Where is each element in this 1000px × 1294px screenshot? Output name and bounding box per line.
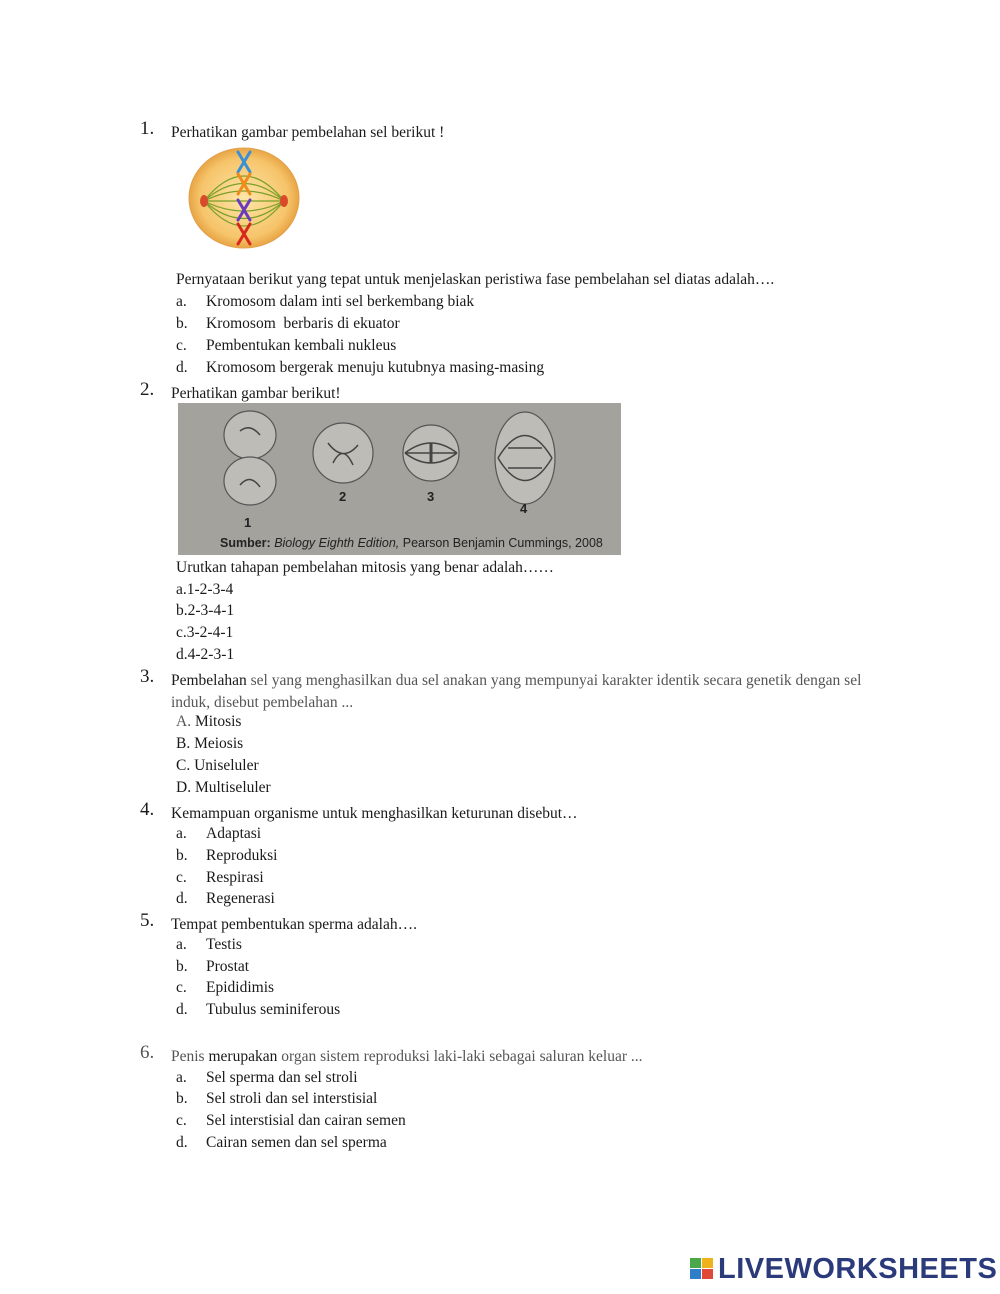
question-number: 1. bbox=[140, 118, 155, 139]
figure-label: 3 bbox=[427, 489, 435, 504]
question-number: 4. bbox=[140, 799, 155, 820]
option-2b[interactable]: b.2-3-4-1 bbox=[176, 602, 235, 619]
option-letter: a. bbox=[176, 1069, 187, 1086]
option-letter: C. bbox=[176, 757, 191, 774]
option-text: Reproduksi bbox=[206, 847, 278, 864]
option-text: Sel interstisial dan cairan semen bbox=[206, 1112, 406, 1129]
option-2c[interactable]: c.3-2-4-1 bbox=[176, 624, 234, 641]
option-text: Prostat bbox=[206, 958, 250, 975]
option-letter: a. bbox=[176, 825, 187, 842]
figure-label: 1 bbox=[244, 515, 252, 530]
option-letter: B. bbox=[176, 735, 191, 752]
question-text bbox=[171, 1046, 642, 1068]
option-text: Cairan semen dan sel sperma bbox=[206, 1134, 387, 1151]
question-prompt: Pernyataan berikut yang tepat untuk menjelaskan peristiwa fase pembelahan sel diatas adalah…. bbox=[176, 271, 775, 288]
option-letter: b. bbox=[176, 315, 188, 332]
option-letter: b. bbox=[176, 958, 188, 975]
option-text: Kromosom dalam inti sel berkembang biak bbox=[206, 293, 475, 310]
question-number: 3. bbox=[140, 666, 155, 687]
option-text: Epididimis bbox=[206, 979, 275, 996]
option-letter: A. bbox=[176, 713, 192, 730]
question-number: 2. bbox=[140, 379, 155, 400]
question-text: Tempat pembentukan sperma adalah…. bbox=[171, 916, 417, 933]
caption-book-title: Biology Eighth Edition, bbox=[274, 536, 400, 550]
option-letter: b. bbox=[176, 847, 188, 864]
option-letter: c. bbox=[176, 869, 187, 886]
liveworksheets-logo-icon bbox=[690, 1258, 714, 1280]
option-text: Pembentukan kembali nukleus bbox=[206, 337, 397, 354]
option-2d[interactable]: d.4-2-3-1 bbox=[176, 646, 235, 663]
option-text: Regenerasi bbox=[206, 890, 275, 907]
question-number: 6. bbox=[140, 1042, 155, 1063]
option-letter: c. bbox=[176, 337, 187, 354]
option-text: Tubulus seminiferous bbox=[206, 1001, 341, 1018]
option-text: Multiseluler bbox=[194, 779, 271, 796]
question-text-c: organ sistem reproduksi laki-laki sebagai saluran keluar ... bbox=[277, 1048, 643, 1065]
option-3c[interactable] bbox=[176, 756, 259, 776]
option-text: Mitosis bbox=[194, 713, 242, 730]
question-text-b: merupakan bbox=[208, 1048, 278, 1065]
caption-source-label: Sumber: bbox=[220, 536, 271, 550]
logo-wordmark: LIVEWORKSHEETS bbox=[718, 1253, 998, 1285]
option-letter: d. bbox=[176, 890, 188, 907]
metaphase-cell-illustration bbox=[186, 146, 302, 250]
question-text-a: Penis bbox=[171, 1048, 209, 1065]
question-text: Perhatikan gambar pembelahan sel berikut ! bbox=[171, 124, 445, 141]
option-text: Sel stroli dan sel interstisial bbox=[206, 1090, 378, 1107]
caption-publisher: Pearson Benjamin Cummings, 2008 bbox=[402, 536, 603, 550]
question-prompt: Urutkan tahapan pembelahan mitosis yang benar adalah…… bbox=[176, 559, 554, 576]
option-text: Kromosom berbaris di ekuator bbox=[206, 315, 400, 332]
option-text: Testis bbox=[206, 936, 242, 953]
question-text-lead: Pembelahan bbox=[171, 672, 247, 689]
question-text: Kemampuan organisme untuk menghasilkan keturunan disebut… bbox=[171, 805, 578, 822]
option-text: Kromosom bergerak menuju kutubnya masing-masing bbox=[206, 359, 545, 376]
question-number: 5. bbox=[140, 910, 155, 931]
option-letter: c. bbox=[176, 979, 187, 996]
option-letter: a. bbox=[176, 293, 187, 310]
option-text: Uniseluler bbox=[194, 757, 259, 774]
option-text: Respirasi bbox=[206, 869, 264, 886]
mitosis-stages-photo bbox=[178, 403, 621, 555]
option-letter: d. bbox=[176, 1134, 188, 1151]
question-text bbox=[171, 670, 891, 714]
question-text: Perhatikan gambar berikut! bbox=[171, 385, 341, 402]
option-3a[interactable] bbox=[176, 712, 241, 732]
option-letter: a. bbox=[176, 936, 187, 953]
liveworksheets-logo[interactable] bbox=[690, 1252, 998, 1286]
option-3b[interactable] bbox=[176, 734, 243, 754]
option-letter: d. bbox=[176, 1001, 188, 1018]
option-text: Meiosis bbox=[194, 735, 244, 752]
option-text: Adaptasi bbox=[206, 825, 262, 842]
figure-label: 2 bbox=[339, 489, 347, 504]
option-letter: d. bbox=[176, 359, 188, 376]
option-letter: c. bbox=[176, 1112, 187, 1129]
option-letter: D. bbox=[176, 779, 192, 796]
option-text: Sel sperma dan sel stroli bbox=[206, 1069, 358, 1086]
option-3d[interactable] bbox=[176, 778, 271, 798]
figure-caption bbox=[220, 536, 603, 550]
figure-label: 4 bbox=[520, 501, 528, 516]
option-letter: b. bbox=[176, 1090, 188, 1107]
option-2a[interactable]: a.1-2-3-4 bbox=[176, 581, 234, 598]
question-text-rest: sel yang menghasilkan dua sel anakan yang mempunyai karakter identik secara genetik dengan sel induk, disebut pembelahan ... bbox=[171, 672, 862, 711]
